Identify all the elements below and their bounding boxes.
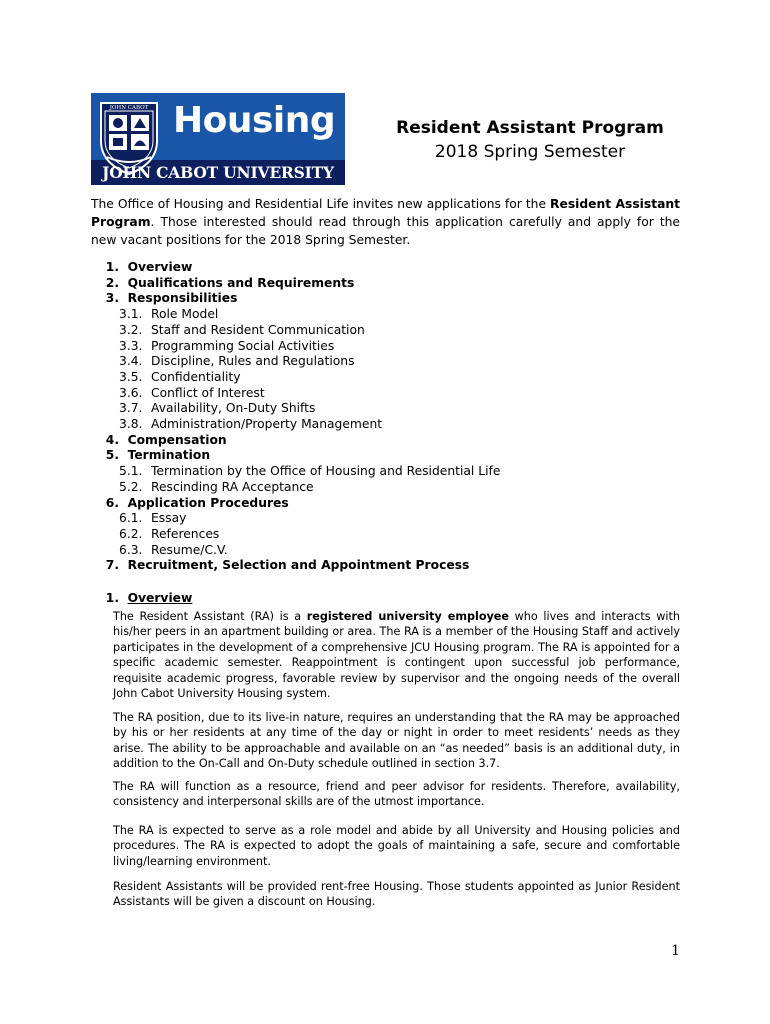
toc-label: Staff and Resident Communication — [151, 322, 365, 337]
toc-item — [91, 558, 691, 574]
toc-label: Programming Social Activities — [151, 338, 335, 353]
toc-number: 3.7. — [119, 401, 143, 416]
overview-paragraph-5: Resident Assistants will be provided rent-free Housing. Those students appointed as Junior Resident Assistants will be given a discount on Housing. — [113, 880, 680, 909]
overview-paragraph-2: The RA position, due to its live-in nature, requires an understanding that the RA may be approached by his or her residents at any time of the day or night in order to meet residents’ needs as they arise. The ability to be approachable and available on an “as needed” basis is an additional duty, in addition to the On-Call and On-Duty schedule outlined in section 3.7. — [113, 711, 680, 771]
toc-subitem — [91, 417, 691, 433]
intro-bold-program: Resident Assistant Program — [91, 197, 680, 229]
p1-bold: registered university employee — [306, 610, 509, 623]
toc-subitem — [91, 323, 691, 339]
toc-label: Resume/C.V. — [151, 542, 228, 557]
toc-label: Overview — [127, 260, 193, 274]
toc-number: 3.2. — [119, 322, 143, 337]
toc-item — [91, 276, 691, 292]
toc-label: Administration/Property Management — [151, 417, 383, 432]
toc-item — [91, 291, 691, 307]
overview-paragraph-4: The RA is expected to serve as a role model and abide by all University and Housing policies and procedures. The RA is expected to adopt the goals of maintaining a safe, secure and comfortable living/learning environment. — [113, 824, 680, 868]
housing-logo — [91, 93, 345, 185]
toc-label: Role Model — [151, 307, 219, 322]
toc-number: 6. — [105, 495, 119, 510]
toc-number: 3.4. — [119, 354, 143, 369]
section-number: 1. — [105, 591, 119, 605]
p1-text-a: The Resident Assistant (RA) is a — [113, 610, 307, 623]
toc-subitem — [91, 354, 691, 370]
overview-paragraph-1 — [113, 609, 680, 701]
toc-label: References — [151, 526, 220, 541]
toc-number: 6.2. — [119, 526, 143, 541]
toc-label: Compensation — [127, 432, 227, 447]
intro-text-b: . Those interested should read through this application carefully and apply for the new vacant positions for the 2018 Spring Semester. — [91, 215, 680, 247]
toc-number: 3. — [105, 291, 119, 306]
p1-text-b: who lives and interacts with his/her peers in an apartment building or area. The RA is a member of the Housing Staff and actively participates in the development of a comprehensive JCU Housing program. The RA is appointed for a specific academic semester. Reappointment is contingent upon successful job performance, requisite academic progress, favorable review by supervisor and the ongoing needs of the overall John Cabot University Housing system. — [113, 610, 680, 701]
toc-subitem — [91, 339, 691, 355]
toc-subitem — [91, 511, 691, 527]
toc-label: Rescinding RA Acceptance — [151, 479, 314, 494]
toc-label: Qualifications and Requirements — [127, 275, 355, 290]
toc-number: 2. — [105, 275, 119, 290]
title-block — [380, 116, 680, 164]
toc-item — [91, 496, 691, 512]
table-of-contents — [91, 260, 691, 574]
toc-label: Recruitment, Selection and Appointment Process — [127, 558, 470, 573]
intro-paragraph — [91, 195, 680, 249]
toc-item — [91, 448, 691, 464]
toc-label: Termination — [127, 448, 211, 463]
toc-label: Availability, On-Duty Shifts — [151, 401, 316, 416]
toc-number: 7. — [105, 558, 119, 573]
toc-subitem — [91, 527, 691, 543]
toc-number: 5.1. — [119, 464, 143, 479]
toc-item — [91, 260, 691, 276]
overview-paragraph-3: The RA will function as a resource, friend and peer advisor for residents. Therefore, availability, consistency and interpersonal skills are of the utmost importance. — [113, 780, 680, 809]
toc-number: 4. — [105, 432, 119, 447]
toc-subitem — [91, 370, 691, 386]
toc-label: Application Procedures — [127, 495, 289, 510]
toc-subitem — [91, 401, 691, 417]
toc-subitem — [91, 307, 691, 323]
toc-number: 3.3. — [119, 338, 143, 353]
toc-label: Confidentiality — [151, 369, 241, 384]
toc-number: 3.1. — [119, 307, 143, 322]
toc-label: Termination by the Office of Housing and Residential Life — [151, 464, 501, 479]
document-title: Resident Assistant Program — [396, 118, 664, 138]
logo-wordmark: Housing — [173, 100, 336, 141]
toc-number: 5. — [105, 448, 119, 463]
toc-subitem — [91, 464, 691, 480]
toc-number: 6.3. — [119, 542, 143, 557]
toc-item — [91, 433, 691, 449]
toc-subitem — [91, 386, 691, 402]
crest-text: JOHN CABOT — [109, 105, 149, 111]
intro-text-a: The Office of Housing and Residential Life invites new applications for the — [91, 197, 551, 211]
toc-label: Essay — [151, 511, 187, 526]
toc-number: 3.6. — [119, 385, 143, 400]
section-heading-overview — [91, 590, 192, 607]
toc-number: 5.2. — [119, 479, 143, 494]
toc-number: 1. — [105, 260, 119, 274]
toc-subitem — [91, 480, 691, 496]
toc-number: 3.5. — [119, 369, 143, 384]
toc-label: Conflict of Interest — [151, 385, 265, 400]
toc-number: 6.1. — [119, 511, 143, 526]
toc-label: Responsibilities — [127, 291, 238, 306]
page-number: 1 — [671, 943, 680, 959]
toc-label: Discipline, Rules and Regulations — [151, 354, 355, 369]
document-subtitle: 2018 Spring Semester — [434, 142, 626, 162]
section-title: Overview — [127, 591, 193, 605]
toc-subitem — [91, 543, 691, 559]
toc-number: 3.8. — [119, 417, 143, 432]
logo-university-name: JOHN CABOT UNIVERSITY — [102, 163, 334, 182]
